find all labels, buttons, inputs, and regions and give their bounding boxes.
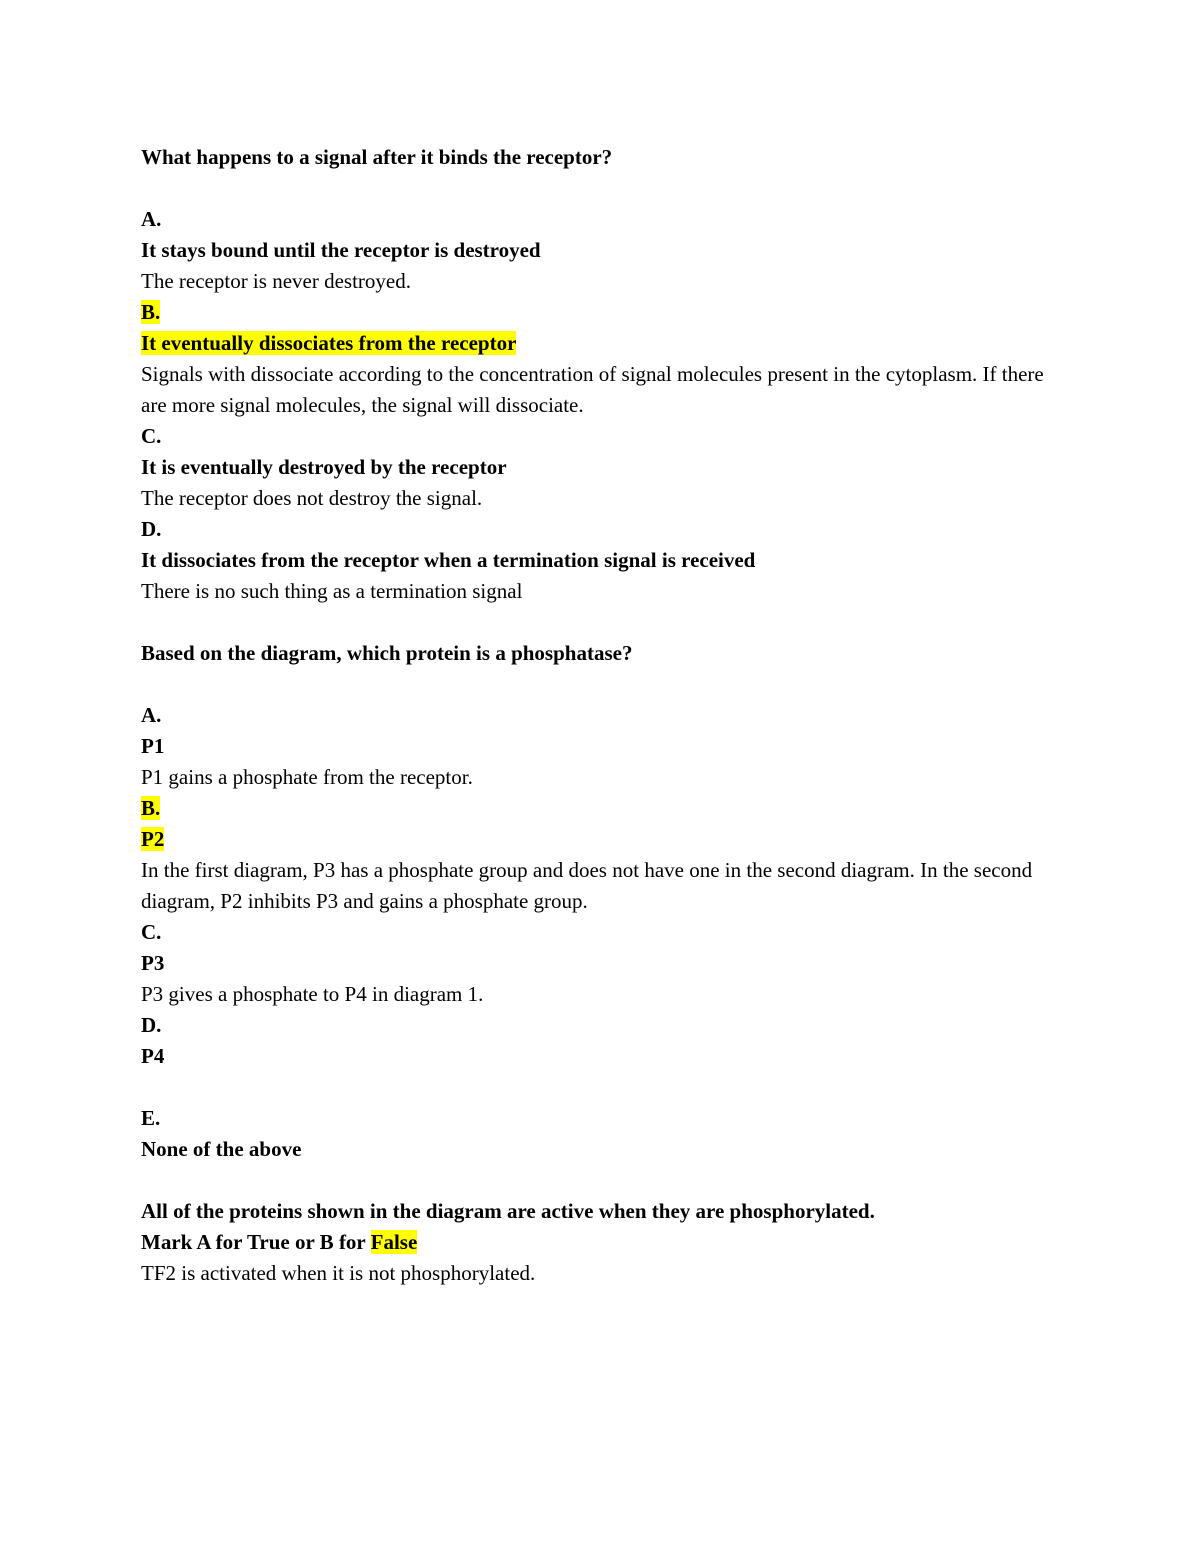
q1-option-c-letter: C.: [141, 424, 162, 448]
question-1: What happens to a signal after it binds the receptor?: [141, 145, 613, 169]
q3-answer: False: [370, 1230, 418, 1254]
q3-explanation: TF2 is activated when it is not phosphorylated.: [141, 1261, 536, 1285]
q2-option-a-letter: A.: [141, 703, 162, 727]
q1-option-a-explanation: The receptor is never destroyed.: [141, 269, 411, 293]
q1-option-c-answer: It is eventually destroyed by the receptor: [141, 455, 507, 479]
q1-option-b-explanation: Signals with dissociate according to the concentration of signal molecules present in the cytoplasm. If there are more signal molecules, the signal will dissociate.: [141, 362, 1044, 417]
q2-option-e-letter: E.: [141, 1106, 161, 1130]
q2-option-b-answer: P2: [141, 827, 165, 851]
spacer: [141, 607, 1061, 638]
q2-option-d-letter: D.: [141, 1013, 162, 1037]
spacer: [141, 173, 1061, 204]
q1-option-c-explanation: The receptor does not destroy the signal.: [141, 486, 483, 510]
q2-option-a-answer: P1: [141, 734, 165, 758]
question-3: All of the proteins shown in the diagram are active when they are phosphorylated.: [141, 1199, 875, 1223]
q2-option-c-answer: P3: [141, 951, 165, 975]
q1-option-a-answer: It stays bound until the receptor is destroyed: [141, 238, 541, 262]
spacer: [141, 669, 1061, 700]
q2-option-b-letter: B.: [141, 796, 161, 820]
q3-instruction-line: [141, 1227, 1061, 1258]
q1-option-a-letter: A.: [141, 207, 162, 231]
q2-option-a-explanation: P1 gains a phosphate from the receptor.: [141, 765, 473, 789]
q1-option-b-letter: B.: [141, 300, 161, 324]
document-page: [141, 142, 1061, 1289]
spacer: [141, 1165, 1061, 1196]
q3-instruction: Mark A for True or B for: [141, 1230, 366, 1254]
q2-option-d-answer: P4: [141, 1044, 165, 1068]
q2-option-c-explanation: P3 gives a phosphate to P4 in diagram 1.: [141, 982, 484, 1006]
q1-option-d-explanation: There is no such thing as a termination signal: [141, 579, 523, 603]
q2-option-b-explanation: In the first diagram, P3 has a phosphate group and does not have one in the second diagram. In the second diagram, P2 inhibits P3 and gains a phosphate group.: [141, 858, 1033, 913]
q1-option-d-answer: It dissociates from the receptor when a termination signal is received: [141, 548, 756, 572]
q2-option-e-answer: None of the above: [141, 1137, 302, 1161]
question-2: Based on the diagram, which protein is a phosphatase?: [141, 641, 633, 665]
q1-option-d-letter: D.: [141, 517, 162, 541]
spacer: [141, 1072, 1061, 1103]
q1-option-b-answer: It eventually dissociates from the receptor: [141, 331, 517, 355]
q2-option-c-letter: C.: [141, 920, 162, 944]
